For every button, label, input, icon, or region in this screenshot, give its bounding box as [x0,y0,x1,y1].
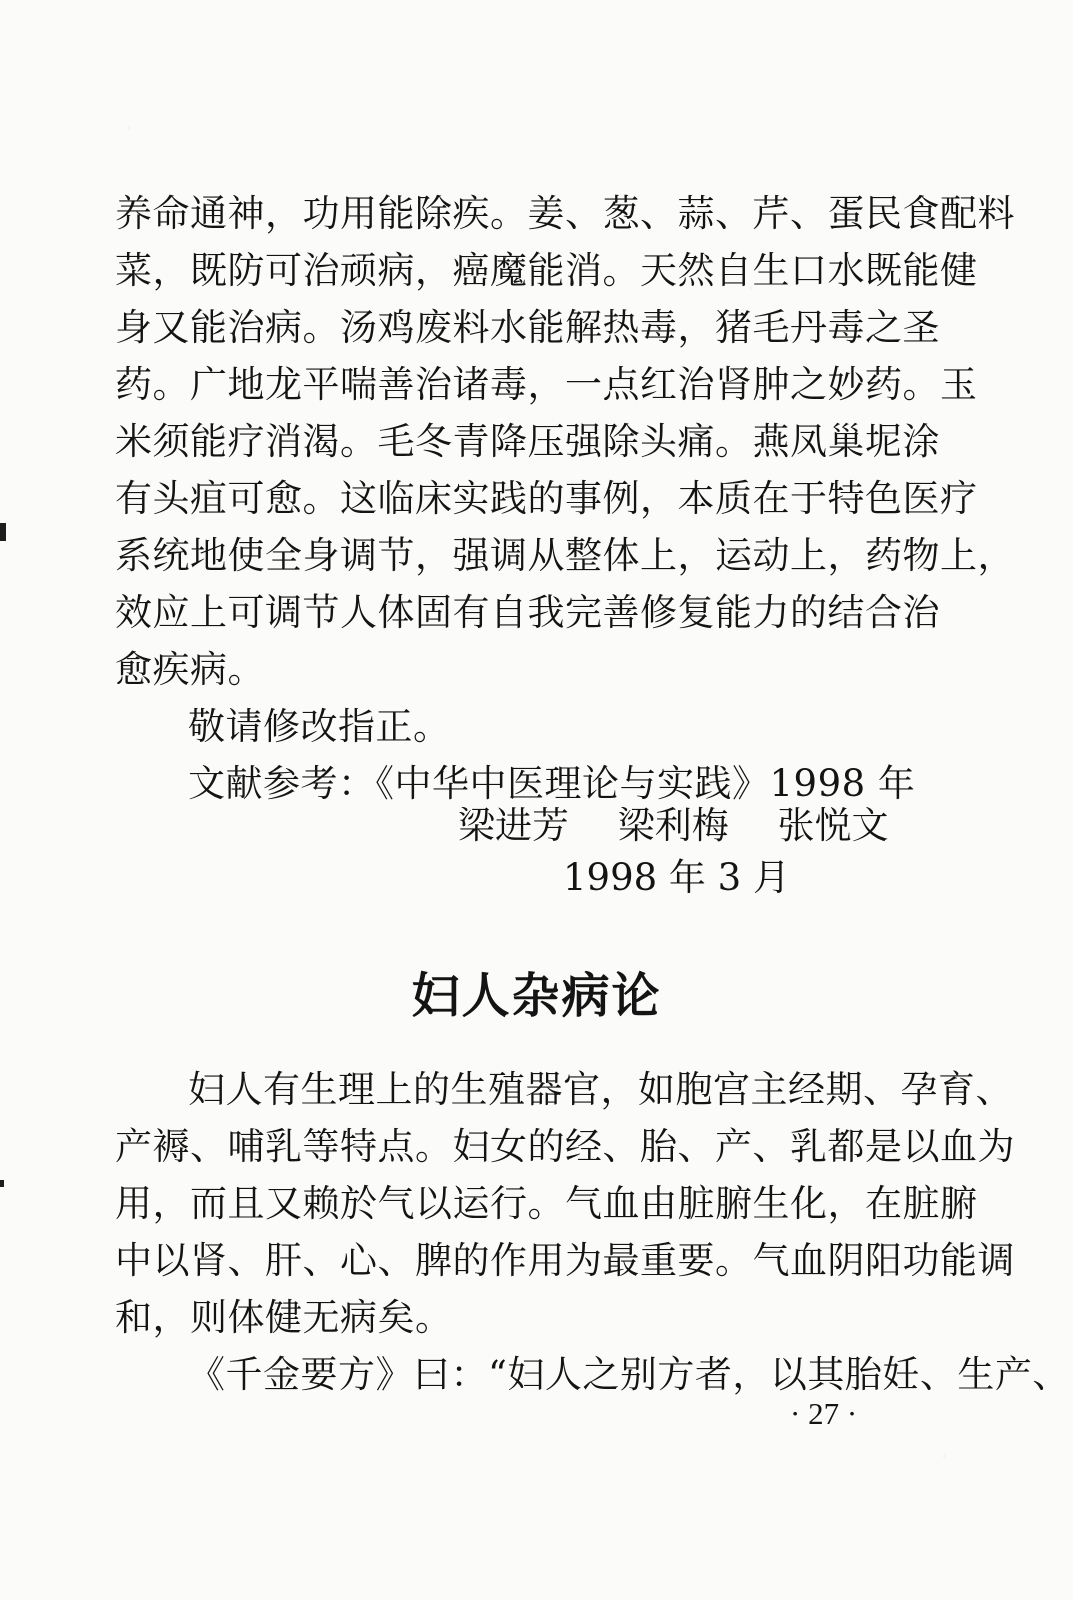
section-title: 妇人杂病论 [411,968,662,1024]
text-line: 《千金要方》曰：“妇人之别方者，以其胎妊、生产、 [188,1353,1070,1396]
text-line: 愈疾病。 [115,648,265,691]
text-line: 身又能治病。汤鸡废料水能解热毒，猪毛丹毒之圣 [115,306,940,349]
text-line: 系统地使全身调节，强调从整体上，运动上，药物上， [115,534,1015,577]
date-line: 1998 年 3 月 [563,856,790,899]
text-line: 菜，既防可治顽病，癌魔能消。天然自生口水既能健 [115,249,978,292]
body-paragraph-2 [115,1061,1070,1403]
text-line: 养命通神，功用能除疾。姜、葱、蒜、芹、蛋民食配料 [115,192,1015,235]
author-names: 梁进芳 梁利梅 张悦文 [458,804,889,847]
text-line: 妇人有生理上的生殖器官，如胞宫主经期、孕育、 [188,1068,1013,1111]
text-line: 用，而且又赖於气以运行。气血由脏腑生化，在脏腑 [115,1182,978,1225]
text-line: 米须能疗消渴。毛冬青降压强除头痛。燕凤巢坭涂 [115,420,940,463]
text-line: 产褥、哺乳等特点。妇女的经、胎、产、乳都是以血为 [115,1125,1015,1168]
text-line: 效应上可调节人体固有自我完善修复能力的结合治 [115,591,940,634]
scan-edge-mark [0,523,6,541]
text-line: 药。广地龙平喘善治诸毒，一点红治肾肿之妙药。玉 [115,363,978,406]
text-line: 有头疽可愈。这临床实践的事例，本质在于特色医疗 [115,477,978,520]
page-number: · 27 · [790,1396,858,1431]
scan-edge-mark [0,1180,4,1187]
closing-line: 敬请修改指正。 [188,705,451,748]
body-paragraph-1 [115,185,1015,812]
reference-line: 文献参考：《中华中医理论与实践》1998 年 [188,762,916,805]
text-line: 中以肾、肝、心、脾的作用为最重要。气血阴阳功能调 [115,1239,1015,1282]
text-line: 和，则体健无病矣。 [115,1296,453,1339]
